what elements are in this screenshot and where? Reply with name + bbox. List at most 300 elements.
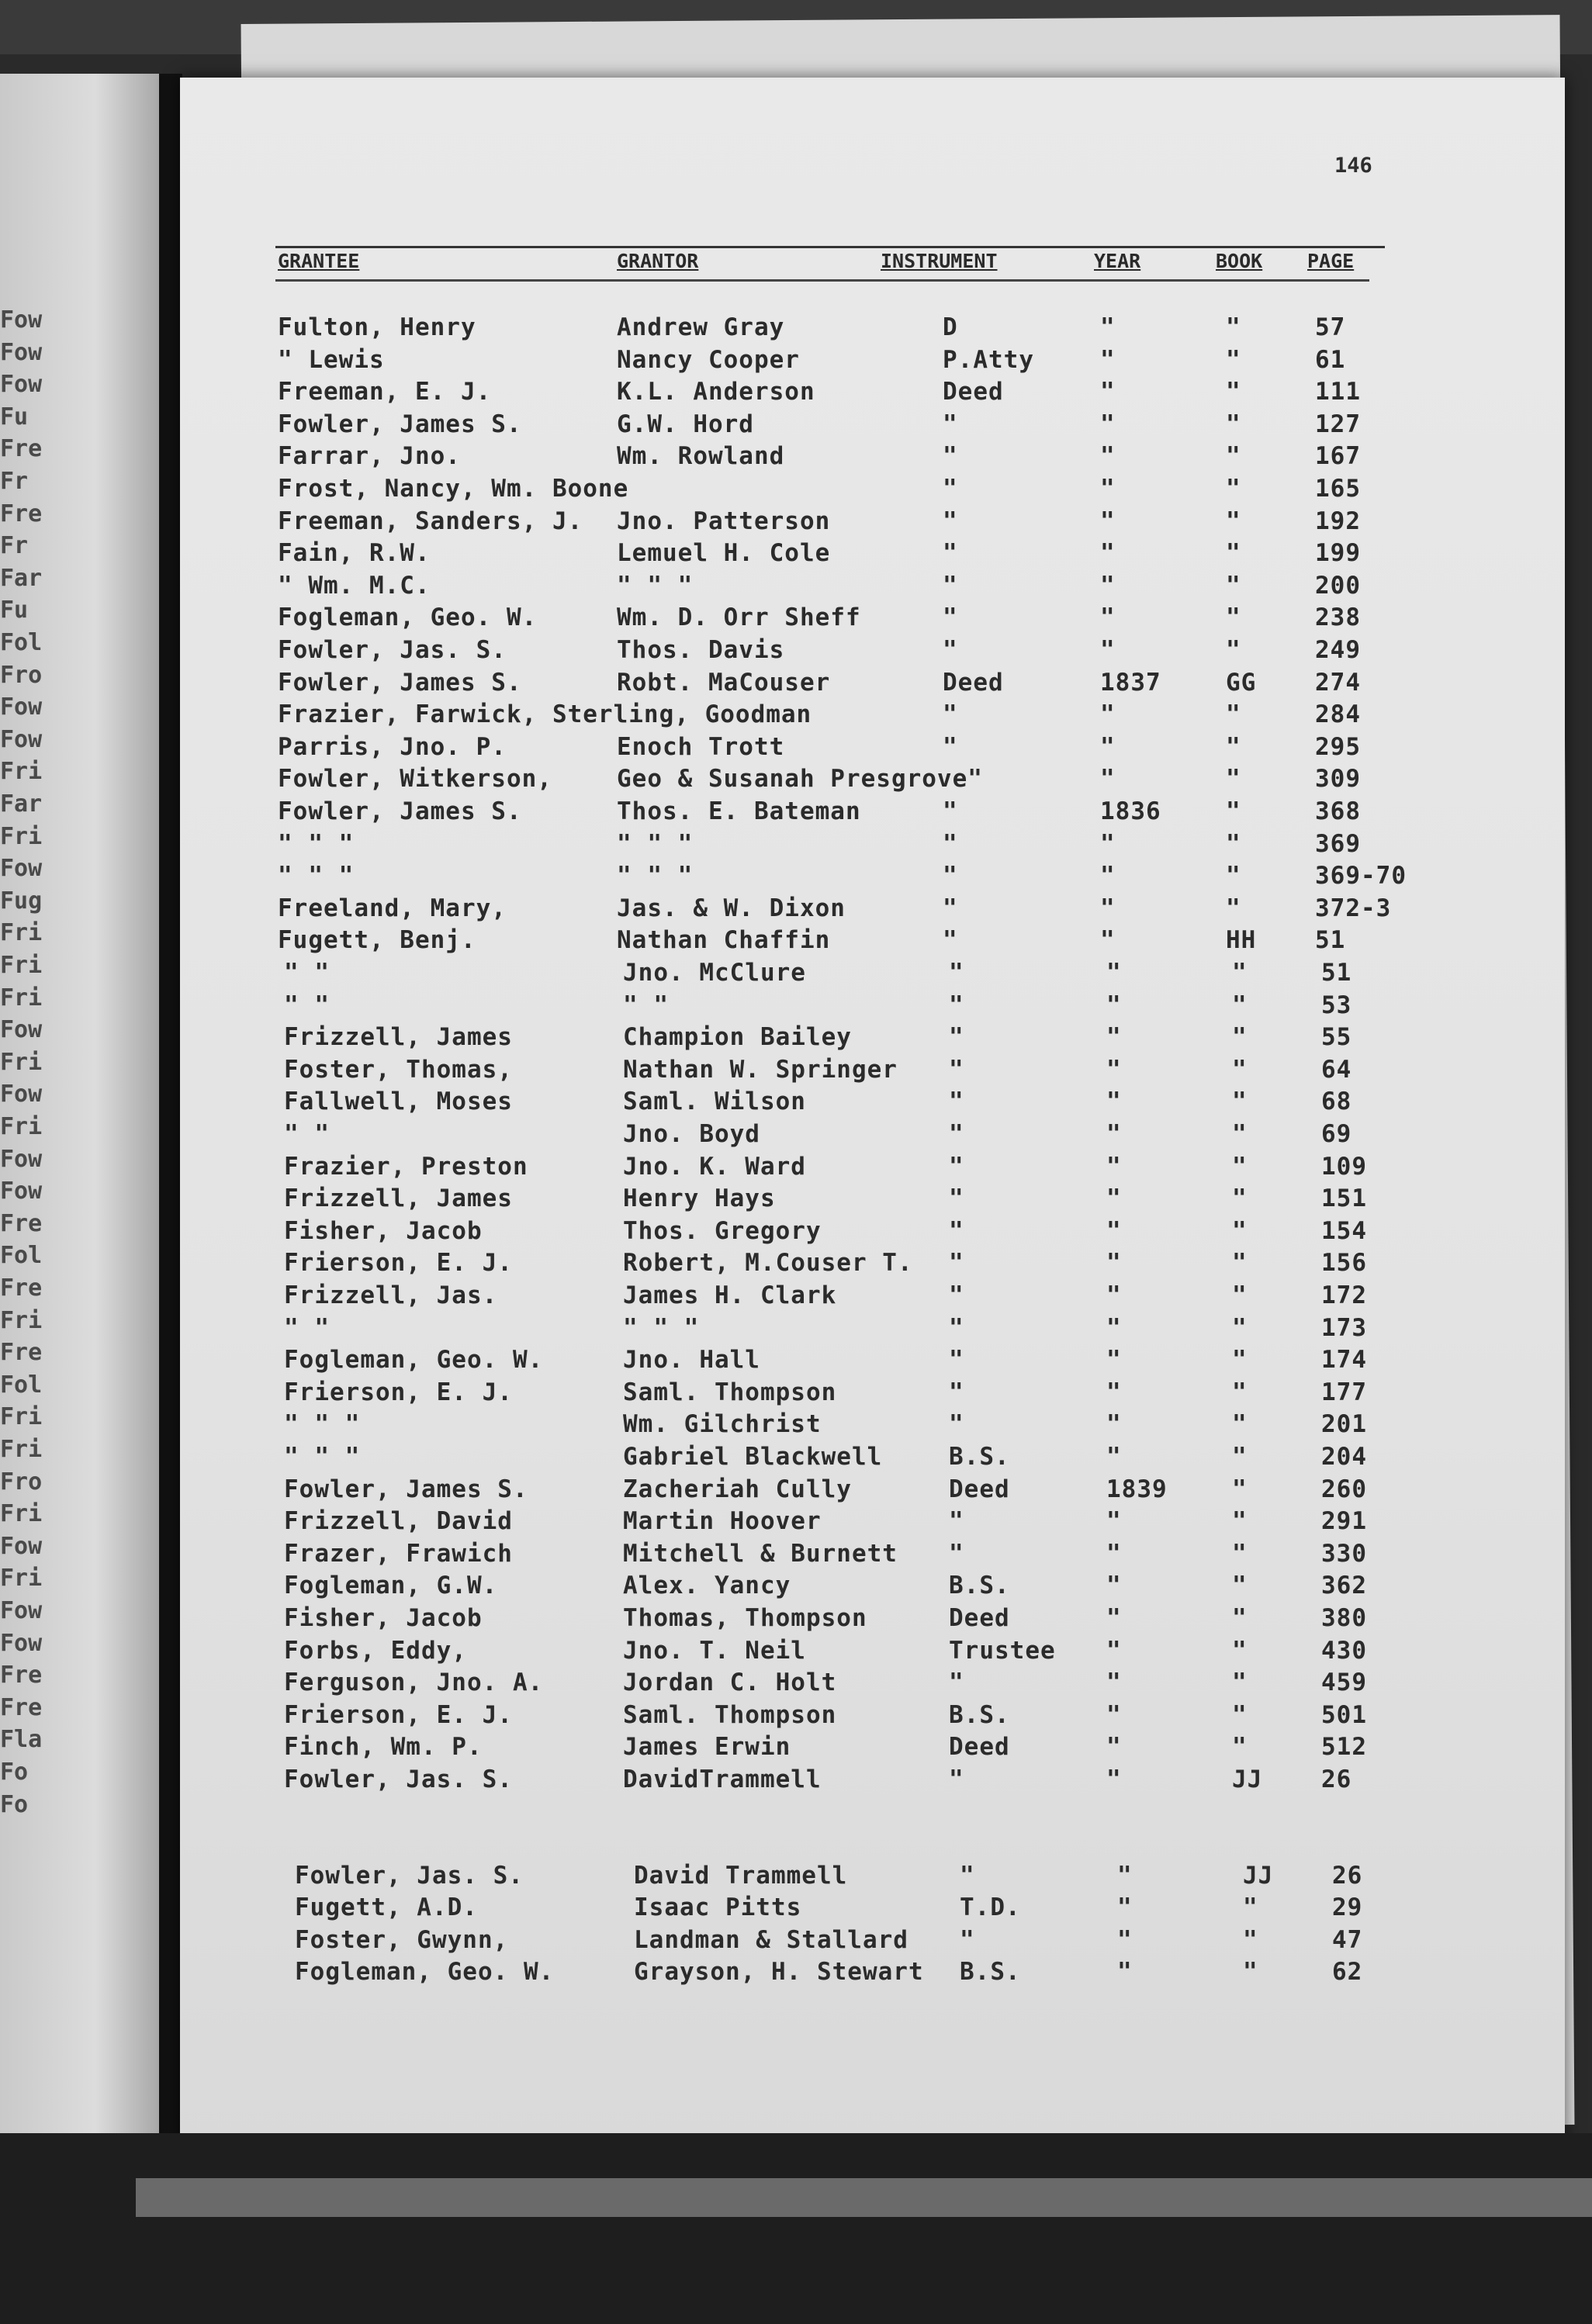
cell-instrument: " xyxy=(943,797,958,825)
cell-grantee: Fowler, Jas. S. xyxy=(278,636,507,664)
cell-page: 295 xyxy=(1315,732,1361,761)
cell-book: " xyxy=(1232,1636,1248,1665)
cell-grantor: David Trammell xyxy=(634,1861,848,1890)
cell-instrument: Deed xyxy=(949,1475,1010,1503)
cell-grantor: Nathan W. Springer xyxy=(623,1055,898,1084)
cell-instrument: Deed xyxy=(949,1733,1010,1762)
cell-instrument: " xyxy=(949,1346,964,1375)
cell-grantee: Fain, R.W. xyxy=(278,539,431,568)
cell-grantor: Thos. Davis xyxy=(617,636,785,664)
table-row xyxy=(0,539,1592,570)
cell-grantee: Frizzell, Jas. xyxy=(284,1281,498,1309)
cell-year: " xyxy=(1106,1378,1122,1406)
cell-grantee: Frizzell, David xyxy=(284,1507,513,1536)
table-row xyxy=(0,926,1592,957)
cell-grantor: James Erwin xyxy=(623,1733,791,1762)
table-row xyxy=(0,862,1592,893)
cell-grantor: Jas. & W. Dixon xyxy=(617,894,846,922)
left-page-fragment: Fol xyxy=(0,1371,43,1399)
cell-grantor: Alex. Yancy xyxy=(623,1572,791,1600)
cell-grantee: Freeman, E. J. xyxy=(278,378,492,406)
cell-book: " xyxy=(1226,507,1241,535)
cell-instrument: Deed xyxy=(943,668,1004,697)
cell-grantor: K.L. Anderson xyxy=(617,378,815,406)
left-page-fragment: Fow xyxy=(0,1178,43,1205)
table-row xyxy=(0,572,1592,603)
cell-year: " xyxy=(1100,378,1116,406)
cell-book: " xyxy=(1232,1507,1248,1536)
table-row xyxy=(0,1217,1592,1248)
cell-page: 51 xyxy=(1315,926,1346,955)
cell-year: " xyxy=(1106,1669,1122,1697)
cell-grantee: Fogleman, G.W. xyxy=(284,1572,498,1600)
cell-grantee: Foster, Thomas, xyxy=(284,1055,513,1084)
left-page-fragment: Fre xyxy=(0,1693,43,1721)
cell-grantee: Fowler, James S. xyxy=(284,1475,528,1503)
left-page-fragment: Fu xyxy=(0,403,29,431)
table-row xyxy=(0,1281,1592,1312)
cell-grantee: Fogleman, Geo. W. xyxy=(284,1346,544,1375)
cell-instrument: " xyxy=(949,1152,964,1181)
cell-instrument: " xyxy=(960,1925,975,1954)
cell-year: " xyxy=(1117,1958,1133,1987)
table-row xyxy=(0,1120,1592,1151)
left-page-fragment: Fri xyxy=(0,1565,43,1593)
cell-page: 62 xyxy=(1332,1958,1363,1987)
cell-book: " xyxy=(1243,1958,1258,1987)
cell-book: " xyxy=(1226,862,1241,891)
cell-grantee: Fugett, A.D. xyxy=(295,1893,478,1922)
cell-book: " xyxy=(1226,410,1241,438)
cell-page: 369-70 xyxy=(1315,862,1407,891)
left-page-fragment: Fow xyxy=(0,306,43,334)
cell-year: " xyxy=(1117,1861,1133,1890)
cell-year: " xyxy=(1100,475,1116,503)
cell-year: " xyxy=(1106,1604,1122,1632)
cell-year: " xyxy=(1100,442,1116,471)
cell-book: " xyxy=(1232,1216,1248,1245)
left-page-fragment: Fow xyxy=(0,1597,43,1624)
cell-book: " xyxy=(1232,1152,1248,1181)
cell-instrument: " xyxy=(949,991,964,1019)
cell-grantee: " " " xyxy=(284,1410,361,1439)
cell-page: 51 xyxy=(1321,959,1352,987)
cell-page: 154 xyxy=(1321,1216,1367,1245)
cell-grantee: Forbs, Eddy, xyxy=(284,1636,467,1665)
left-page-fragment: Fu xyxy=(0,597,29,624)
cell-page: 362 xyxy=(1321,1572,1367,1600)
table-row xyxy=(0,475,1592,506)
left-page-fragment: Fri xyxy=(0,952,43,979)
table-row xyxy=(0,410,1592,441)
cell-year: " xyxy=(1100,636,1116,664)
table-row xyxy=(0,894,1592,925)
table-row xyxy=(0,959,1592,990)
cell-year: " xyxy=(1100,894,1116,922)
cell-grantee: " " " xyxy=(278,829,355,858)
table-row xyxy=(0,346,1592,377)
cell-year: " xyxy=(1100,829,1116,858)
cell-year: " xyxy=(1106,1184,1122,1213)
left-page-fragment: Fug xyxy=(0,887,43,915)
cell-instrument: " xyxy=(949,1313,964,1342)
left-page-fragment: Fri xyxy=(0,984,43,1012)
table-row xyxy=(0,1733,1592,1764)
cell-page: 177 xyxy=(1321,1378,1367,1406)
left-page-fragment: Fow xyxy=(0,338,43,366)
cell-instrument: Deed xyxy=(943,378,1004,406)
frame-bottom xyxy=(0,2133,1592,2324)
left-page-fragment: Fre xyxy=(0,500,43,527)
cell-grantor: " " xyxy=(623,991,669,1019)
cell-book: " xyxy=(1232,959,1248,987)
cell-year: " xyxy=(1100,926,1116,955)
cell-book: HH xyxy=(1226,926,1257,955)
cell-grantor: Saml. Thompson xyxy=(623,1378,837,1406)
left-page-fragment: Fri xyxy=(0,822,43,850)
cell-page: 260 xyxy=(1321,1475,1367,1503)
left-page-fragment: Fow xyxy=(0,725,43,753)
cell-grantee: Fowler, Jas. S. xyxy=(284,1765,513,1793)
cell-grantee: Frazer, Frawich xyxy=(284,1539,513,1568)
cell-year: " xyxy=(1100,862,1116,891)
cell-grantor: DavidTrammell xyxy=(623,1765,822,1793)
cell-instrument: " xyxy=(949,1378,964,1406)
cell-book: " xyxy=(1226,797,1241,825)
cell-grantor: Champion Bailey xyxy=(623,1023,852,1052)
cell-page: 64 xyxy=(1321,1055,1352,1084)
cell-book: " xyxy=(1226,475,1241,503)
cell-page: 369 xyxy=(1315,829,1361,858)
table-row xyxy=(0,1893,1592,1925)
cell-year: " xyxy=(1106,1152,1122,1181)
cell-book: " xyxy=(1226,894,1241,922)
left-page-fragment: Fla xyxy=(0,1726,43,1754)
cell-instrument: " xyxy=(949,1669,964,1697)
cell-year: " xyxy=(1106,1700,1122,1729)
cell-book: " xyxy=(1232,1249,1248,1278)
cell-book: " xyxy=(1232,1733,1248,1762)
cell-grantee: Farrar, Jno. xyxy=(278,442,461,471)
cell-book: " xyxy=(1232,1088,1248,1116)
cell-book: " xyxy=(1226,313,1241,341)
cell-page: 512 xyxy=(1321,1733,1367,1762)
cell-instrument: " xyxy=(949,1088,964,1116)
cell-book: " xyxy=(1226,378,1241,406)
cell-grantee: Frazier, Preston xyxy=(284,1152,528,1181)
cell-year: " xyxy=(1106,1346,1122,1375)
cell-instrument: B.S. xyxy=(960,1958,1021,1987)
cell-grantor: Andrew Gray xyxy=(617,313,785,341)
cell-grantor: Geo & Susanah Presgrove" xyxy=(617,765,983,794)
cell-year: " xyxy=(1106,991,1122,1019)
table-row xyxy=(0,1088,1592,1119)
left-page-fragment: Fow xyxy=(0,371,43,399)
cell-year: " xyxy=(1106,959,1122,987)
left-page-fragment: Fre xyxy=(0,1274,43,1302)
cell-grantee: Fowler, Witkerson, xyxy=(278,765,552,794)
cell-book: " xyxy=(1232,1443,1248,1471)
cell-grantor: Saml. Wilson xyxy=(623,1088,806,1116)
cell-instrument: " xyxy=(949,1507,964,1536)
cell-page: 291 xyxy=(1321,1507,1367,1536)
cell-page: 172 xyxy=(1321,1281,1367,1309)
cell-grantee: Fowler, James S. xyxy=(278,410,522,438)
cell-year: " xyxy=(1106,1120,1122,1148)
left-page-fragment: Fre xyxy=(0,1662,43,1689)
cell-instrument: " xyxy=(943,539,958,568)
cell-year: " xyxy=(1100,700,1116,729)
cell-page: 111 xyxy=(1315,378,1361,406)
cell-year: " xyxy=(1100,410,1116,438)
cell-grantor: Jno. Boyd xyxy=(623,1120,760,1148)
table-row xyxy=(0,1669,1592,1700)
cell-book: " xyxy=(1226,732,1241,761)
table-row xyxy=(0,636,1592,667)
header-grantee: GRANTEE xyxy=(278,250,360,272)
left-page-fragment: Fol xyxy=(0,629,43,656)
left-page-fragment: Fri xyxy=(0,1403,43,1431)
header-grantor: GRANTOR xyxy=(617,250,699,272)
cell-instrument: B.S. xyxy=(949,1443,1010,1471)
cell-book: " xyxy=(1226,636,1241,664)
cell-page: 238 xyxy=(1315,603,1361,632)
table-row xyxy=(0,1249,1592,1280)
header-year: YEAR xyxy=(1094,250,1141,272)
cell-grantee: Fallwell, Moses xyxy=(284,1088,513,1116)
cell-year: 1836 xyxy=(1100,797,1161,825)
left-page-fragment: Fri xyxy=(0,1048,43,1076)
cell-year: " xyxy=(1100,765,1116,794)
left-page-fragment: Fow xyxy=(0,1532,43,1560)
cell-book: " xyxy=(1232,1184,1248,1213)
left-page-fragment: Fow xyxy=(0,855,43,883)
left-page-fragment: Fri xyxy=(0,1436,43,1463)
cell-book: " xyxy=(1232,1023,1248,1052)
cell-grantee: Frizzell, James xyxy=(284,1184,513,1213)
cell-book: " xyxy=(1226,700,1241,729)
cell-grantee: Foster, Gwynn, xyxy=(295,1925,509,1954)
table-row xyxy=(0,1023,1592,1054)
cell-grantor: G.W. Hord xyxy=(617,410,754,438)
cell-grantor: " " " xyxy=(617,571,694,600)
cell-instrument: " xyxy=(949,959,964,987)
left-page-fragment: Fro xyxy=(0,661,43,689)
cell-instrument: " xyxy=(949,1216,964,1245)
cell-book: GG xyxy=(1226,668,1257,697)
cell-book: " xyxy=(1226,765,1241,794)
cell-page: 430 xyxy=(1321,1636,1367,1665)
cell-year: " xyxy=(1106,1572,1122,1600)
cell-year: " xyxy=(1100,603,1116,632)
cell-grantor: " " " xyxy=(623,1313,700,1342)
cell-grantor: Martin Hoover xyxy=(623,1507,822,1536)
cell-grantee: " " xyxy=(284,959,330,987)
cell-grantor: Gabriel Blackwell xyxy=(623,1443,883,1471)
cell-page: 380 xyxy=(1321,1604,1367,1632)
left-page-fragment: Fri xyxy=(0,919,43,947)
table-row xyxy=(0,1443,1592,1474)
left-page-fragment: Fri xyxy=(0,758,43,786)
cell-book: " xyxy=(1232,1572,1248,1600)
cell-grantee: Fisher, Jacob xyxy=(284,1216,483,1245)
table-row xyxy=(0,830,1592,861)
cell-page: 69 xyxy=(1321,1120,1352,1148)
cell-page: 200 xyxy=(1315,571,1361,600)
cell-year: " xyxy=(1106,1088,1122,1116)
cell-grantee: Ferguson, Jno. A. xyxy=(284,1669,544,1697)
cell-year: " xyxy=(1100,313,1116,341)
cell-grantor: Thomas, Thompson xyxy=(623,1604,867,1632)
cell-page: 26 xyxy=(1321,1765,1352,1793)
cell-year: " xyxy=(1117,1893,1133,1922)
cell-instrument: " xyxy=(949,1184,964,1213)
cell-page: 249 xyxy=(1315,636,1361,664)
bottom-edge-strip xyxy=(136,2178,1592,2217)
cell-instrument: " xyxy=(943,732,958,761)
left-page-fragment: Far xyxy=(0,790,43,818)
cell-grantor: Wm. Rowland xyxy=(617,442,785,471)
cell-year: " xyxy=(1106,1443,1122,1471)
cell-year: 1837 xyxy=(1100,668,1161,697)
cell-grantor: Wm. D. Orr Sheff xyxy=(617,603,861,632)
cell-instrument: Trustee xyxy=(949,1636,1056,1665)
cell-instrument: " xyxy=(943,571,958,600)
cell-instrument: " xyxy=(949,1410,964,1439)
table-row xyxy=(0,1862,1592,1893)
table-row xyxy=(0,700,1592,731)
cell-year: " xyxy=(1100,732,1116,761)
cell-grantor: Thos. Gregory xyxy=(623,1216,822,1245)
cell-instrument: T.D. xyxy=(960,1893,1021,1922)
left-page-fragment: Fri xyxy=(0,1500,43,1528)
left-page-fragment: Fri xyxy=(0,1113,43,1140)
cell-grantee: " " xyxy=(284,1313,330,1342)
cell-grantee: Frost, Nancy, Wm. Boone xyxy=(278,475,629,503)
cell-grantor: Jordan C. Holt xyxy=(623,1669,837,1697)
cell-instrument: " xyxy=(949,1249,964,1278)
left-page-fragment: Fre xyxy=(0,435,43,463)
left-page-fragment: Fow xyxy=(0,1081,43,1108)
cell-year: 1839 xyxy=(1106,1475,1168,1503)
cell-book: " xyxy=(1232,1055,1248,1084)
table-row xyxy=(0,1378,1592,1409)
cell-page: 53 xyxy=(1321,991,1352,1019)
cell-grantee: Frizzell, James xyxy=(284,1023,513,1052)
cell-grantee: Fogleman, Geo. W. xyxy=(295,1958,555,1987)
cell-book: " xyxy=(1232,1346,1248,1375)
header-rule xyxy=(275,246,1385,248)
table-row xyxy=(0,507,1592,538)
cell-year: " xyxy=(1106,1313,1122,1342)
cell-book: " xyxy=(1232,991,1248,1019)
cell-grantor: Enoch Trott xyxy=(617,732,785,761)
cell-instrument: D xyxy=(943,313,958,341)
cell-grantor: Jno. K. Ward xyxy=(623,1152,806,1181)
cell-page: 274 xyxy=(1315,668,1361,697)
cell-page: 372-3 xyxy=(1315,894,1392,922)
cell-instrument: " xyxy=(943,700,958,729)
cell-page: 109 xyxy=(1321,1152,1367,1181)
cell-book: " xyxy=(1226,345,1241,374)
cell-book: " xyxy=(1226,539,1241,568)
page-number: 146 xyxy=(1334,154,1372,178)
cell-page: 174 xyxy=(1321,1346,1367,1375)
cell-grantor: Jno. Hall xyxy=(623,1346,760,1375)
cell-page: 47 xyxy=(1332,1925,1363,1954)
cell-page: 459 xyxy=(1321,1669,1367,1697)
left-page-fragment: Far xyxy=(0,564,43,592)
cell-year: " xyxy=(1106,1216,1122,1245)
cell-grantor: Robt. MaCouser xyxy=(617,668,831,697)
table-row xyxy=(0,991,1592,1022)
table-row xyxy=(0,442,1592,473)
cell-grantee: Fulton, Henry xyxy=(278,313,476,341)
table-row xyxy=(0,313,1592,344)
cell-grantor: Isaac Pitts xyxy=(634,1893,802,1922)
cell-page: 68 xyxy=(1321,1088,1352,1116)
table-row xyxy=(0,603,1592,635)
cell-year: " xyxy=(1106,1281,1122,1309)
header-instrument: INSTRUMENT xyxy=(881,250,998,272)
cell-grantor: " " " xyxy=(617,829,694,858)
table-row xyxy=(0,797,1592,828)
cell-instrument: " xyxy=(949,1055,964,1084)
cell-grantee: Frazier, Farwick, Sterling, Goodman xyxy=(278,700,812,729)
cell-instrument: B.S. xyxy=(949,1572,1010,1600)
cell-page: 61 xyxy=(1315,345,1346,374)
cell-instrument: " xyxy=(943,829,958,858)
table-row xyxy=(0,733,1592,764)
left-page-fragment: Fo xyxy=(0,1790,29,1818)
cell-grantee: Freeland, Mary, xyxy=(278,894,507,922)
cell-year: " xyxy=(1106,1539,1122,1568)
cell-book: " xyxy=(1243,1925,1258,1954)
cell-instrument: " xyxy=(949,1120,964,1148)
cell-grantee: Freeman, Sanders, J. xyxy=(278,507,583,535)
table-row xyxy=(0,1346,1592,1377)
cell-book: " xyxy=(1232,1700,1248,1729)
table-row xyxy=(0,1475,1592,1506)
table-row xyxy=(0,1701,1592,1732)
cell-year: " xyxy=(1100,345,1116,374)
left-page-fragment: Fro xyxy=(0,1468,43,1496)
cell-instrument: " xyxy=(943,442,958,471)
cell-year: " xyxy=(1106,1410,1122,1439)
cell-page: 330 xyxy=(1321,1539,1367,1568)
table-row xyxy=(0,765,1592,796)
cell-grantor: Landman & Stallard xyxy=(634,1925,908,1954)
cell-instrument: " xyxy=(943,507,958,535)
cell-year: " xyxy=(1100,507,1116,535)
cell-grantor: Nathan Chaffin xyxy=(617,926,831,955)
cell-instrument: P.Atty xyxy=(943,345,1034,374)
cell-year: " xyxy=(1100,539,1116,568)
cell-instrument: " xyxy=(943,475,958,503)
cell-book: " xyxy=(1243,1893,1258,1922)
left-page-fragment: Fri xyxy=(0,1306,43,1334)
cell-grantee: " " xyxy=(284,1120,330,1148)
cell-book: " xyxy=(1232,1313,1248,1342)
cell-page: 151 xyxy=(1321,1184,1367,1213)
cell-page: 201 xyxy=(1321,1410,1367,1439)
cell-page: 309 xyxy=(1315,765,1361,794)
cell-grantor: " " " xyxy=(617,862,694,891)
header-page: PAGE xyxy=(1307,250,1355,272)
left-page-fragment: Fo xyxy=(0,1759,29,1786)
cell-grantor: Saml. Thompson xyxy=(623,1700,837,1729)
cell-instrument: " xyxy=(943,636,958,664)
